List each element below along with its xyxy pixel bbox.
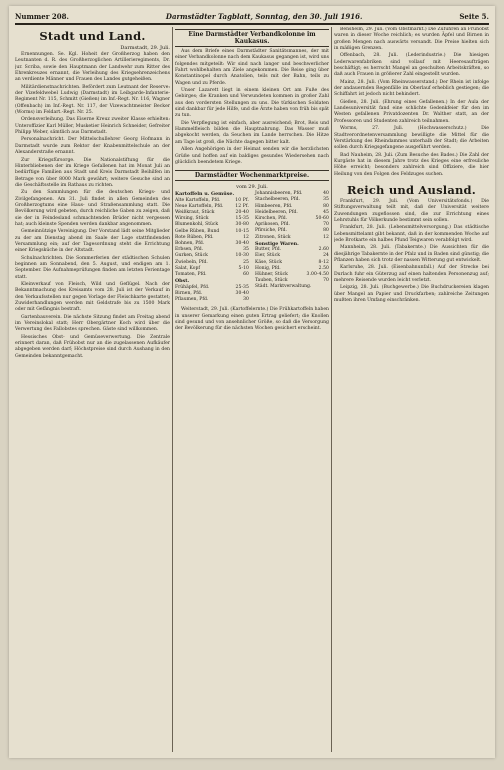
- market-prices-heading: Darmstädter Wochenmarktpreise.: [194, 172, 310, 180]
- article-paragraph: Zu den Sammlungen für die deutschen Kriegs- und Zivilgefangenen. Am 31. Juli findet in allen Gemeinden des Großherzogtums eine Haus- und Straßensammlung statt. Die Bevölkerung wird gebeten, durch reichliche Gaben zu zeigen, daß sie der in Feindesland schmachtenden Brüder nicht vergessen hat; auch kleinste Spenden werden dankbar angenommen.: [15, 190, 170, 227]
- article-paragraph: Worms, 27. Juli. (Hochwasserschutz.) Die Stadtverordnetenversammlung bewilligte die Mittel für die Verstärkung des Rheindammes unterhalb der Stadt; die Arbeiten sollen durch Kriegsgefangene ausgeführt werden.: [334, 126, 489, 151]
- market-item-name: Frühäpfel, Pfd.: [175, 284, 210, 290]
- market-item-price: 70: [323, 222, 329, 228]
- market-item-name: Heidelbeeren, Pfd.: [255, 209, 298, 215]
- market-item-price: 20-40: [235, 210, 249, 215]
- market-item-name: Eier, Stück: [255, 253, 280, 259]
- market-item-price: 25-35: [235, 284, 249, 290]
- market-item-price: 35: [243, 247, 249, 253]
- market-item-name: Obst.: [175, 278, 190, 285]
- market-item-name: Städt. Marktverwaltung.: [255, 284, 312, 290]
- market-item-name: Aprikosen, Pfd.: [255, 222, 290, 228]
- market-prices-title: [175, 170, 329, 181]
- market-prices-left: [175, 191, 249, 303]
- feature-body: [175, 49, 329, 166]
- reich-news-body: [334, 199, 489, 305]
- market-item-price: 2.50: [318, 265, 329, 271]
- column-local-news: [15, 27, 170, 752]
- page-header: [15, 10, 489, 22]
- market-item-price: 8-12: [318, 259, 329, 265]
- market-item-name: Tomaten, Pfd.: [175, 272, 207, 278]
- regional-note: Weiterstadt, 29. Juli. (Kartoffelernte.) Die Frühkartoffeln haben in unserer Gemarkung einen guten Ertrag geliefert; die Knollen sind gesund und von ansehnlicher Größe, so daß die Versorgung der Bevölkerung für die nächsten Wochen gesichert erscheint.: [175, 307, 329, 332]
- newspaper-page: [9, 6, 495, 758]
- market-item-name: Butter, Pfd.: [255, 247, 282, 253]
- article-paragraph: Kleinverkauf von Fleisch, Wild und Geflügel. Nach der Bekanntmachung des Kreisamts vom 28. Juli ist der Verkauf in den Verkaufsstellen nur gegen Vorlage der Fleischkarte gestattet; Zuwiderhandlungen werden mit Geldstrafe bis zu 1500 Mark oder mit Gefängnis bestraft.: [15, 282, 170, 313]
- regional-news-body: [334, 27, 489, 178]
- article-paragraph: Offenbach, 28. Juli. (Lederindustrie.) Die hiesigen Lederwarenfabriken sind vollauf mit Heeresaufträgen beschäftigt; es herrscht Mangel an geschulten Arbeitskräften, so daß auch Frauen in größerer Zahl eingestellt wurden.: [334, 53, 489, 78]
- market-item-name: Honig, Pfd.: [255, 265, 281, 271]
- market-item-name: Wirsing, Stück: [175, 216, 209, 222]
- article-paragraph: Ernennungen. Se. Kgl. Hoheit der Großherzog haben den Leutnanten d. R. des Großherzoglichen Artillerieregiments, Dr. jur. Scriba, sowie den Hauptmann der Landwehr zum Ritter des Ehrenkreuzes ernannt, die Verleihung des Kriegsehrenzeichens an verdiente Männer und Frauen des Landes gutgeheißen.: [15, 52, 170, 83]
- market-item-price: 35: [323, 197, 329, 203]
- article-paragraph: Schulnachrichten. Die Sommerferien der städtischen Schulen beginnen am Sonnabend, den 5. August, und endigen am 1. September. Die Aufnahmeprüfungen finden am letzten Ferientage statt.: [15, 255, 170, 280]
- market-item-name: Käse, Stück: [255, 259, 282, 265]
- article-paragraph: Frankfurt, 28. Juli. (Lebensmittelversorgung.) Das städtische Lebensmittelamt gibt bekannt, daß in der kommenden Woche auf jede Brotkarte ein halbes Pfund Teigwaren verabfolgt wird.: [334, 225, 489, 243]
- column-divider: [331, 27, 332, 752]
- market-prices-right: [255, 191, 329, 303]
- article-paragraph: Leipzig, 28. Juli. (Buchgewerbe.) Die Buchdruckereien klagen über Mangel an Papier und Druckfarben; zahlreiche Zeitungen mußten ihren Umfang einschränken.: [334, 285, 489, 304]
- market-item-price: 60: [243, 272, 249, 278]
- market-item-name: Birnen, Pfd.: [175, 290, 203, 296]
- market-item-name: Alte Kartoffeln, Pfd.: [175, 197, 221, 203]
- market-item-price: 12: [243, 234, 249, 240]
- paper-title-line: Darmstädter Tagblatt, Sonntag, den 30. Juli 1916.: [165, 11, 363, 21]
- column-regional-news: [334, 27, 489, 752]
- market-item-name: Neue Kartoffeln, Pfd.: [175, 203, 224, 209]
- market-item-name: Erbsen, Pfd.: [175, 247, 204, 253]
- section-title-reich-und-ausland: Reich und Ausland.: [347, 182, 476, 197]
- article-paragraph: Allen Angehörigen in der Heimat senden wir die herzlichsten Grüße und hoffen auf ein baldiges gesundes Wiedersehen nach glücklich beendetem Kriege.: [175, 147, 329, 165]
- market-item-name: Zitronen, Stück: [255, 234, 291, 240]
- article-paragraph: Aus dem Briefe eines Darmstädter Sanitätsmannes, der mit einer Verbandkolonne nach dem Kaukasus gegangen ist, wird uns folgendes mitgeteilt: Wir sind nach langer und beschwerlicher Fahrt wohlbehalten am Ziele angekommen. Die Reise ging über Konstantinopel durch Anatolien, teils mit der Bahn, teils zu Wagen und zu Pferde.: [175, 49, 329, 86]
- market-item-name: Bohnen, Pfd.: [175, 241, 205, 247]
- market-item-price: 70: [323, 278, 329, 284]
- market-item-name: Hühner, Stück: [255, 272, 288, 278]
- market-item-price: 45: [323, 209, 329, 215]
- article-paragraph: Bensheim, 29. Juli. (Vom Obstmarkt.) Die Zufuhren an Frühobst waren in dieser Woche reichlich; es wurden Äpfel und Birnen in großen Mengen nach auswärts versandt. Die Preise hielten sich in mäßigen Grenzen.: [334, 27, 489, 52]
- section-title-stadt-und-land: Stadt und Land.: [39, 29, 146, 43]
- article-paragraph: Gießen, 28. Juli. (Ehrung eines Gefallenen.) In der Aula der Landesuniversität fand eine schlichte Gedenkfeier für den im Westen gefallenen Privatdozenten Dr. Walther statt, an der Professoren und Studenten zahlreich teilnahmen.: [334, 99, 489, 124]
- market-item-price: 10 Pf.: [235, 197, 249, 203]
- article-paragraph: Gemeinnützige Vereinigung. Der Vorstand lädt seine Mitglieder zu der am Dienstag abend im Saale der Loge stattfindenden Versammlung ein; auf der Tagesordnung steht die Errichtung einer Kriegsküche in der Altstadt.: [15, 229, 170, 254]
- market-item-name: Gelbe Rüben, Bund: [175, 228, 220, 234]
- issue-number: Nummer 208.: [15, 11, 69, 21]
- dateline: Darmstadt, 29. Juli.: [120, 45, 170, 51]
- market-item-price: 25: [243, 259, 249, 265]
- market-item-name: Gurken, Stück: [175, 253, 208, 259]
- article-paragraph: Ordensverleihung. Das Eiserne Kreuz zweiter Klasse erhielten: Unteroffizier Karl Müller, Musketier Heinrich Schneider, Gefreiter Philipp Weber, sämtlich aus Darmstadt.: [15, 117, 170, 136]
- market-item-name: Rote Rüben, Pfd.: [175, 234, 214, 240]
- market-item-price: 2.60: [318, 247, 329, 253]
- article-paragraph: Hessisches Obst- und Gemüseverwertung. Die Zentrale erinnert daran, daß Frühobst nur an die zugelassenen Aufkäufer abgegeben werden darf; Höchstpreise sind durch Aushang in den Gemeinden bekanntgemacht.: [15, 334, 170, 359]
- market-item-price: 80: [323, 228, 329, 234]
- market-item-name: Johannisbeeren, Pfd.: [255, 191, 303, 197]
- article-paragraph: Unser Lazarett liegt in einem kleinen Ort am Fuße des Gebirges; die Kranken und Verwundeten kommen in großer Zahl aus den vordersten Stellungen zu uns. Die türkischen Soldaten sind dankbar für jede Hilfe, und die Ärzte haben von früh bis spät zu tun.: [175, 88, 329, 119]
- market-item-name: Stachelbeeren, Pfd.: [255, 197, 300, 203]
- market-item-name: Kirschen, Pfd.: [255, 216, 288, 221]
- article-paragraph: Bad Nauheim, 28. Juli. (Zum Besuche des Bades.) Die Zahl der Kurgäste hat in diesem Jahre trotz des Krieges eine erfreuliche Höhe erreicht; besonders zahlreich sind Offiziere, die hier Heilung von den Folgen des Feldzuges suchen.: [334, 152, 489, 177]
- market-item-price: 12 Pf.: [235, 203, 249, 209]
- market-item-price: 24: [323, 253, 329, 259]
- market-item-name: Salat, Kopf: [175, 265, 201, 271]
- article-paragraph: Karlsruhe, 28. Juli. (Eisenbahnunfall.) Auf der Strecke bei Durlach fuhr ein Güterzug auf einen haltenden Personenzug auf; mehrere Reisende wurden leicht verletzt.: [334, 265, 489, 284]
- page-number: Seite 5.: [459, 11, 489, 21]
- market-item-name: Pfirsiche, Pfd.: [255, 228, 287, 234]
- market-item-price: 30-80: [235, 222, 249, 228]
- market-item-price: 30-40: [235, 241, 249, 247]
- market-item-name: Sonstige Waren.: [255, 240, 299, 247]
- article-paragraph: Personalnachricht. Der Mittelschullehrer Georg Hofmann in Darmstadt wurde zum Rektor der Knabenmittelschule an der Alexanderstraße ernannt.: [15, 137, 170, 156]
- market-item-price: 50-60: [315, 216, 329, 221]
- market-item-price: 30-40: [235, 290, 249, 296]
- column-divider: [172, 27, 173, 752]
- column-feature: [175, 27, 329, 752]
- market-item-price: 10-30: [235, 253, 249, 259]
- market-item-name: Weißkraut, Stück: [175, 210, 215, 215]
- market-item-price: 3.00-4.50: [306, 272, 329, 278]
- market-item-name: Zwiebeln, Pfd.: [175, 259, 208, 265]
- market-item-price: 12: [323, 234, 329, 240]
- market-item-price: 30: [243, 297, 249, 303]
- market-item-price: 40: [323, 191, 329, 197]
- article-paragraph: Mainz, 28. Juli. (Vom Rheinwasserstand.) Der Rhein ist infolge der andauernden Regenfälle im Oberlauf erheblich gestiegen; die Schiffahrt ist jedoch nicht behindert.: [334, 79, 489, 98]
- market-row: [175, 297, 249, 303]
- market-item-price: 10-15: [235, 228, 249, 234]
- market-item-name: Himbeeren, Pfd.: [255, 203, 293, 209]
- market-row: [255, 284, 329, 290]
- article-paragraph: Frankfurt, 29. Juli. (Vom Universitätsfonds.) Die Stiftungsverwaltung teilt mit, daß der Universität weitere Zuwendungen zugeflossen sind, die zur Errichtung eines Lehrstuhls für Völkerkunde bestimmt sein sollen.: [334, 198, 489, 223]
- market-prices-table: [175, 191, 329, 303]
- market-date: vom 29. Juli.: [236, 184, 268, 191]
- market-item-price: 80: [323, 203, 329, 209]
- article-paragraph: Gartenbauverein. Die nächste Sitzung findet am Freitag abend im Vereinslokal statt; Herr Obergärtner Koch wird über die Verwertung des Fallobstes sprechen. Gäste sind willkommen.: [15, 314, 170, 333]
- feature-headline: Eine Darmstädter Verbandkolonne im Kaukasus.: [175, 29, 329, 47]
- article-paragraph: Mannheim, 28. Juli. (Tabakernte.) Die Aussichten für die diesjährige Tabakernte in der Pfalz und in Baden sind günstig; die Pflanzen haben sich trotz der nassen Witterung gut entwickelt.: [334, 245, 489, 263]
- market-item-name: Blumenkohl, Stück: [175, 222, 219, 228]
- article-paragraph: Die Verpflegung ist einfach, aber ausreichend; Brot, Reis und Hammelfleisch bilden die Hauptnahrung. Das Wasser muß abgekocht werden, da Seuchen im Lande herrschen. Die Hitze am Tage ist groß, die Nächte dagegen bitter kalt.: [175, 120, 329, 145]
- market-item-name: Kartoffeln u. Gemüse.: [175, 191, 235, 198]
- market-item-name: Pflaumen, Pfd.: [175, 297, 209, 303]
- header-rule: [15, 23, 489, 25]
- market-item-price: 5-10: [238, 265, 249, 271]
- article-paragraph: Zur Kriegsfürsorge. Die Nationalstiftung für die Hinterbliebenen der im Kriege Gefallenen hat im Monat Juli an bedürftige Familien aus Stadt und Kreis Darmstadt Beihilfen im Betrage von über 8000 Mark gewährt; weitere Gesuche sind an die Geschäftsstelle im Rathaus zu richten.: [15, 157, 170, 188]
- article-paragraph: Militärdienstnachrichten. Befördert zum Leutnant der Reserve: der Vizefeldwebel Ludwig (Darmstadt) im Leibgarde-Infanterie-Regiment Nr. 115, Schmitt (Gießen) im Inf.-Regt. Nr. 116, Wagner (Offenbach) im Inf.-Regt. Nr. 117, der Vizewachtmeister Becker (Worms) im Feldart.-Regt. Nr. 25.: [15, 84, 170, 116]
- local-news-body: [15, 52, 170, 360]
- market-item-price: 15-35: [235, 216, 249, 222]
- market-item-name: Tauben, Stück: [255, 278, 288, 284]
